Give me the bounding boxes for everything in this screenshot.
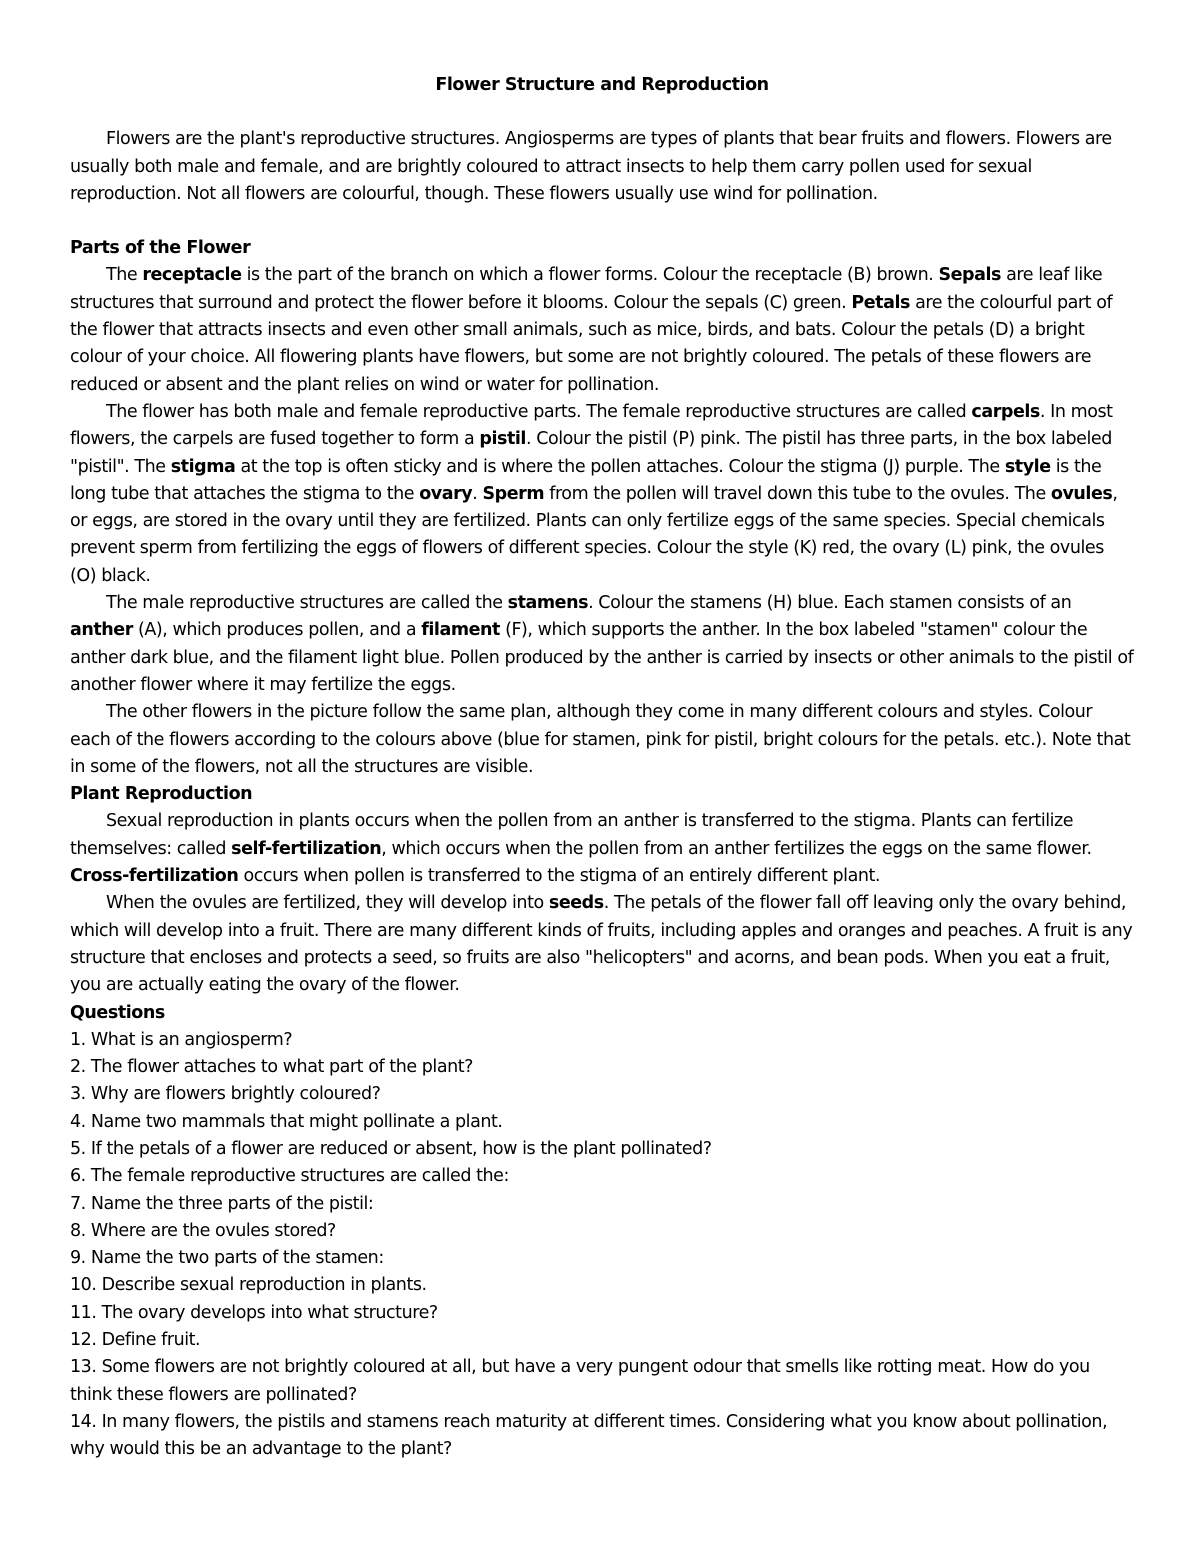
question-item: 8. Where are the ovules stored?	[70, 1220, 336, 1241]
question-item: 14. In many flowers, the pistils and stamens reach maturity at different times. Considering what you know about pollination, why would this be an advantage to the plant?	[70, 1411, 1108, 1460]
term-cross-fertilization: Cross-fertilization	[70, 866, 239, 887]
question-item: 10. Describe sexual reproduction in plants.	[70, 1275, 427, 1296]
fertilization-paragraph: Sexual reproduction in plants occurs when the pollen from an anther is transferred to the stigma. Plants can fertilize themselves: called self-fertilization, which occurs when the pollen from an anther fertilizes the eggs on the same flower. Cross-fertilization occurs when pollen is transferred to the stigma of an entirely different plant.	[70, 811, 1092, 887]
question-item: 7. Name the three parts of the pistil:	[70, 1193, 374, 1214]
term-seeds: seeds	[548, 893, 604, 914]
term-sepals: Sepals	[938, 265, 1002, 286]
seeds-paragraph: When the ovules are fertilized, they will develop into seeds. The petals of the flower fall off leaving only the ovary behind, which will develop into a fruit. There are many different kinds of fruits, including apples and oranges and peaches. A fruit is any structure that encloses and protects a seed, so fruits are also "helicopters" and acorns, and bean pods. When you eat a fruit, you are actually eating the ovary of the flower.	[70, 893, 1133, 996]
term-stamens: stamens	[507, 593, 589, 614]
term-receptacle: receptacle	[142, 265, 242, 286]
term-anther: anther	[70, 620, 133, 641]
questions-heading: Questions	[70, 1002, 165, 1023]
term-pistil: pistil	[479, 429, 526, 450]
question-item: 6. The female reproductive structures are called the:	[70, 1166, 509, 1187]
questions-list	[70, 1027, 1134, 1464]
document-page	[70, 72, 1134, 1464]
term-self-fertilization: self-fertilization	[231, 838, 382, 859]
question-item: 11. The ovary develops into what structure?	[70, 1302, 438, 1323]
question-item: 1. What is an angiosperm?	[70, 1029, 293, 1050]
other-flowers-paragraph: The other flowers in the picture follow the same plan, although they come in many different colours and styles. Colour each of the flowers according to the colours above (blue for stamen, pink for pistil, bright colours for the petals. etc.). Note that in some of the flowers, not all the structures are visible.	[70, 702, 1131, 777]
question-item: 5. If the petals of a flower are reduced or absent, how is the plant pollinated?	[70, 1138, 712, 1159]
receptacle-paragraph: The receptacle is the part of the branch on which a flower forms. Colour the receptacle (B) brown. Sepals are leaf like structures that surround and protect the flower before it blooms. Colour the sepals (C) green. Petals are the colourful part of the flower that attracts insects and even other small animals, such as mice, birds, and bats. Colour the petals (D) a bright colour of your choice. All flowering plants have flowers, but some are not brightly coloured. The petals of these flowers are reduced or absent and the plant relies on wind or water for pollination.	[70, 265, 1113, 395]
term-petals: Petals	[851, 292, 910, 313]
question-item: 12. Define fruit.	[70, 1330, 201, 1351]
question-item: 3. Why are flowers brightly coloured?	[70, 1084, 381, 1105]
question-item: 13. Some flowers are not brightly coloured at all, but have a very pungent odour that smells like rotting meat. How do you think these flowers are pollinated?	[70, 1357, 1090, 1405]
term-ovules: ovules	[1050, 483, 1113, 504]
page-title: Flower Structure and Reproduction	[435, 75, 769, 95]
term-filament: filament	[421, 620, 500, 641]
term-carpels: carpels	[971, 401, 1040, 422]
question-item: 4. Name two mammals that might pollinate a plant.	[70, 1111, 503, 1132]
term-stigma: stigma	[170, 456, 236, 477]
term-ovary: ovary	[419, 483, 473, 504]
plant-reproduction-heading: Plant Reproduction	[70, 784, 253, 805]
term-sperm: Sperm	[482, 483, 545, 504]
question-item: 9. Name the two parts of the stamen:	[70, 1248, 384, 1269]
male-parts-paragraph: The male reproductive structures are called the stamens. Colour the stamens (H) blue. Each stamen consists of an anther (A), which produces pollen, and a filament (F), which supports the anther. In the box labeled "stamen" colour the anther dark blue, and the filament light blue. Pollen produced by the anther is carried by insects or other animals to the pistil of another flower where it may fertilize the eggs.	[70, 593, 1134, 695]
female-parts-paragraph: The flower has both male and female reproductive parts. The female reproductive structures are called carpels. In most flowers, the carpels are fused together to form a pistil. Colour the pistil (P) pink. The pistil has three parts, in the box labeled "pistil". The stigma at the top is often sticky and is where the pollen attaches. Colour the stigma (J) purple. The style is the long tube that attaches the stigma to the ovary. Sperm from the pollen will travel down this tube to the ovules. The ovules, or eggs, are stored in the ovary until they are fertilized. Plants can only fertilize eggs of the same species. Special chemicals prevent sperm from fertilizing the eggs of flowers of different species. Colour the style (K) red, the ovary (L) pink, the ovules (O) black.	[70, 401, 1118, 586]
term-style: style	[1004, 456, 1051, 477]
question-item: 2. The flower attaches to what part of the plant?	[70, 1057, 474, 1078]
intro-paragraph: Flowers are the plant's reproductive structures. Angiosperms are types of plants that bear fruits and flowers. Flowers are usually both male and female, and are brightly coloured to attract insects to help them carry pollen used for sexual reproduction. Not all flowers are colourful, though. These flowers usually use wind for pollination.	[70, 129, 1112, 204]
parts-of-flower-heading: Parts of the Flower	[70, 238, 251, 259]
